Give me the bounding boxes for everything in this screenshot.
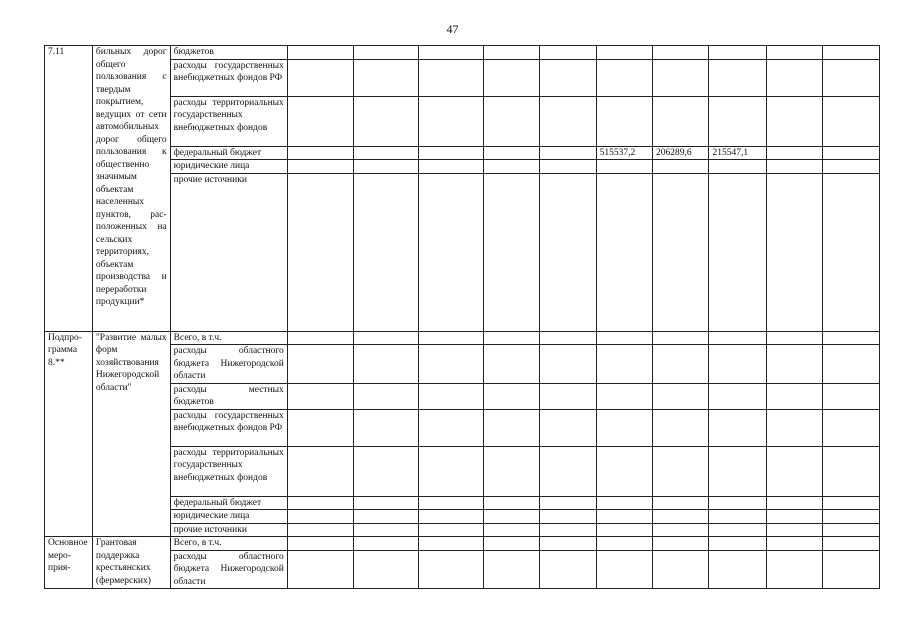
value-cell (709, 96, 767, 146)
value-cell (709, 550, 767, 589)
value-cell (483, 96, 539, 146)
item-name: Грантовая поддержка крестьянских (фермерских) (92, 537, 170, 589)
value-cell: 206289,6 (653, 146, 709, 160)
value-cell (540, 537, 596, 551)
value-cell (653, 537, 709, 551)
table-row (45, 173, 880, 331)
value-cell (766, 446, 822, 496)
value-cell (418, 550, 483, 589)
value-cell (823, 96, 880, 146)
value-cell (596, 550, 652, 589)
value-cell (596, 59, 652, 96)
funding-source: юридические лица (170, 510, 287, 524)
funding-source: Всего, в т.ч. (170, 331, 287, 345)
value-cell (653, 383, 709, 409)
value-cell (823, 523, 880, 537)
value-cell (483, 550, 539, 589)
value-cell (287, 331, 353, 345)
value-cell (766, 409, 822, 446)
value-cell (596, 446, 652, 496)
value-cell (596, 496, 652, 510)
value-cell (823, 510, 880, 524)
table-row (45, 496, 880, 510)
value-cell (418, 59, 483, 96)
value-cell (483, 160, 539, 174)
value-cell (823, 383, 880, 409)
value-cell (709, 173, 767, 331)
item-code: Основное мероприя- (45, 537, 93, 589)
value-cell (653, 550, 709, 589)
value-cell (418, 146, 483, 160)
value-cell (823, 550, 880, 589)
value-cell (540, 46, 596, 60)
value-cell (540, 59, 596, 96)
funding-source: расходы государственных внебюджетных фондов РФ (170, 59, 287, 96)
value-cell (766, 537, 822, 551)
value-cell (353, 409, 418, 446)
value-cell (418, 173, 483, 331)
value-cell (483, 523, 539, 537)
value-cell (418, 96, 483, 146)
value-cell (483, 383, 539, 409)
table-row (45, 510, 880, 524)
table-row (45, 46, 880, 60)
value-cell (766, 523, 822, 537)
value-cell (540, 331, 596, 345)
funding-source: Всего, в т.ч. (170, 537, 287, 551)
value-cell (766, 550, 822, 589)
value-cell (540, 496, 596, 510)
value-cell (709, 59, 767, 96)
value-cell (766, 96, 822, 146)
funding-source: прочие источники (170, 523, 287, 537)
value-cell (766, 146, 822, 160)
value-cell (823, 446, 880, 496)
value-cell (709, 537, 767, 551)
value-cell (287, 173, 353, 331)
value-cell (418, 383, 483, 409)
value-cell (653, 446, 709, 496)
value-cell (709, 409, 767, 446)
value-cell (823, 537, 880, 551)
table-row (45, 537, 880, 551)
value-cell (353, 46, 418, 60)
value-cell (653, 331, 709, 345)
table-row (45, 331, 880, 345)
value-cell (287, 496, 353, 510)
value-cell (709, 446, 767, 496)
value-cell (709, 496, 767, 510)
value-cell (287, 46, 353, 60)
value-cell (653, 496, 709, 510)
item-code: 7.11 (45, 46, 93, 332)
value-cell (287, 345, 353, 384)
value-cell (823, 173, 880, 331)
table-row (45, 160, 880, 174)
value-cell (483, 59, 539, 96)
value-cell (596, 510, 652, 524)
value-cell (353, 383, 418, 409)
value-cell (766, 345, 822, 384)
value-cell (823, 160, 880, 174)
value-cell (418, 510, 483, 524)
value-cell (709, 510, 767, 524)
value-cell (540, 550, 596, 589)
table-row (45, 523, 880, 537)
funding-source: юридические лица (170, 160, 287, 174)
value-cell (353, 510, 418, 524)
value-cell (653, 510, 709, 524)
table-row (45, 383, 880, 409)
value-cell (483, 46, 539, 60)
value-cell (823, 331, 880, 345)
value-cell (483, 409, 539, 446)
value-cell (418, 331, 483, 345)
table-row (45, 59, 880, 96)
value-cell (483, 510, 539, 524)
value-cell (653, 345, 709, 384)
value-cell (287, 160, 353, 174)
value-cell (823, 59, 880, 96)
table-row (45, 146, 880, 160)
value-cell (766, 331, 822, 345)
value-cell (353, 146, 418, 160)
value-cell (823, 409, 880, 446)
value-cell (823, 496, 880, 510)
table-row (45, 550, 880, 589)
value-cell (540, 160, 596, 174)
value-cell (653, 409, 709, 446)
table-row (45, 345, 880, 384)
value-cell (766, 383, 822, 409)
value-cell (483, 496, 539, 510)
item-code: Подпрограмма 8.** (45, 331, 93, 537)
value-cell (353, 96, 418, 146)
value-cell (540, 383, 596, 409)
value-cell (418, 409, 483, 446)
value-cell (709, 523, 767, 537)
funding-source: расходы местных бюджетов (170, 383, 287, 409)
value-cell (766, 59, 822, 96)
value-cell (287, 550, 353, 589)
value-cell (766, 46, 822, 60)
funding-source: расходы территориальных государственных внебюджетных фондов (170, 96, 287, 146)
value-cell: 515537,2 (596, 146, 652, 160)
value-cell (483, 173, 539, 331)
value-cell (653, 523, 709, 537)
value-cell (353, 331, 418, 345)
value-cell (418, 496, 483, 510)
value-cell (287, 409, 353, 446)
value-cell (709, 345, 767, 384)
value-cell (596, 173, 652, 331)
value-cell (418, 446, 483, 496)
value-cell (287, 446, 353, 496)
value-cell (418, 523, 483, 537)
value-cell (653, 46, 709, 60)
value-cell (540, 409, 596, 446)
value-cell (287, 59, 353, 96)
value-cell (823, 345, 880, 384)
value-cell (540, 446, 596, 496)
value-cell (287, 523, 353, 537)
table-row (45, 96, 880, 146)
value-cell (823, 46, 880, 60)
value-cell (596, 523, 652, 537)
value-cell (353, 537, 418, 551)
value-cell (709, 160, 767, 174)
value-cell (653, 96, 709, 146)
value-cell (483, 146, 539, 160)
value-cell (287, 146, 353, 160)
value-cell (287, 537, 353, 551)
value-cell (418, 46, 483, 60)
value-cell (596, 537, 652, 551)
value-cell (653, 160, 709, 174)
value-cell (709, 383, 767, 409)
value-cell (353, 446, 418, 496)
value-cell (823, 146, 880, 160)
funding-source: федеральный бюджет (170, 146, 287, 160)
value-cell (287, 510, 353, 524)
value-cell (766, 510, 822, 524)
value-cell (709, 331, 767, 345)
value-cell (766, 496, 822, 510)
value-cell (540, 523, 596, 537)
value-cell (596, 409, 652, 446)
value-cell (483, 446, 539, 496)
value-cell (353, 550, 418, 589)
funding-source: расходы областного бюджета Нижегородской области (170, 550, 287, 589)
value-cell: 215547,1 (709, 146, 767, 160)
funding-source: прочие источники (170, 173, 287, 331)
value-cell (540, 96, 596, 146)
funding-source: федеральный бюджет (170, 496, 287, 510)
value-cell (540, 510, 596, 524)
value-cell (353, 173, 418, 331)
value-cell (653, 173, 709, 331)
page-number: 47 (446, 22, 459, 36)
value-cell (540, 173, 596, 331)
value-cell (353, 59, 418, 96)
value-cell (596, 383, 652, 409)
value-cell (596, 160, 652, 174)
item-name: "Развитие малых форм хозяйствования Нижегородской области" (92, 331, 170, 537)
value-cell (483, 331, 539, 345)
funding-source: расходы областного бюджета Нижегородской области (170, 345, 287, 384)
value-cell (418, 537, 483, 551)
value-cell (353, 345, 418, 384)
table-row (45, 446, 880, 496)
value-cell (287, 96, 353, 146)
value-cell (596, 331, 652, 345)
funding-source: бюджетов (170, 46, 287, 60)
value-cell (353, 160, 418, 174)
budget-table (44, 45, 880, 589)
value-cell (418, 160, 483, 174)
item-name: бильных дорог общего пользования с твердым покрытием, ведущих от сети автомобильных дорог общего пользования к общественно значимым объектам населенных пунктов, расположенных на сельских территориях, объектам производства и переработки продукции* (92, 46, 170, 332)
table-row (45, 409, 880, 446)
value-cell (418, 345, 483, 384)
value-cell (483, 345, 539, 384)
value-cell (287, 383, 353, 409)
funding-source: расходы территориальных государственных внебюджетных фондов (170, 446, 287, 496)
value-cell (766, 173, 822, 331)
value-cell (483, 537, 539, 551)
value-cell (353, 523, 418, 537)
value-cell (596, 96, 652, 146)
value-cell (766, 160, 822, 174)
value-cell (596, 345, 652, 384)
value-cell (709, 46, 767, 60)
value-cell (596, 46, 652, 60)
value-cell (653, 59, 709, 96)
value-cell (353, 496, 418, 510)
value-cell (540, 345, 596, 384)
funding-source: расходы государственных внебюджетных фондов РФ (170, 409, 287, 446)
value-cell (540, 146, 596, 160)
